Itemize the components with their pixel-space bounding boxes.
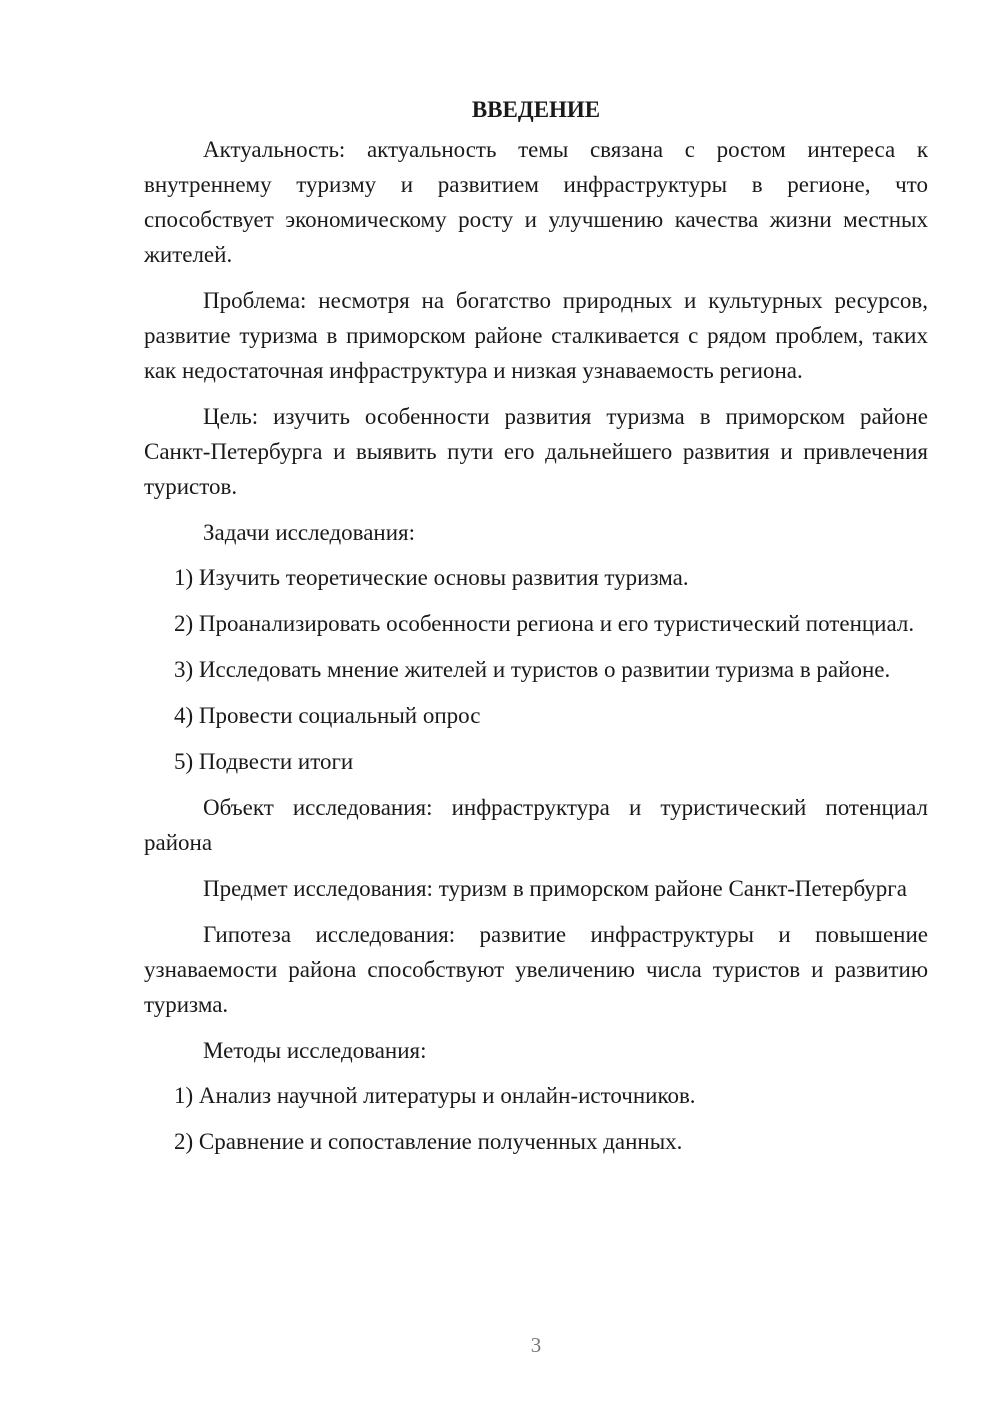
- hypothesis-paragraph: Гипотеза исследования: развитие инфраструктуры и повышение узнаваемости района способствуют увеличению числа туристов и развитию туризма.: [144, 922, 928, 1017]
- document-page: [144, 92, 928, 1170]
- tasks-heading: Задачи исследования:: [203, 520, 416, 545]
- task-item: 3) Исследовать мнение жителей и туристов о развитии туризма в районе.: [174, 657, 891, 682]
- goal-paragraph: Цель: изучить особенности развития туризма в приморском районе Санкт-Петербурга и выявить пути его дальнейшего развития и привлечения туристов.: [144, 404, 928, 499]
- object-paragraph: Объект исследования: инфраструктура и туристический потенциал района: [144, 795, 928, 855]
- method-item: 1) Анализ научной литературы и онлайн-источников.: [174, 1083, 696, 1108]
- problem-paragraph: Проблема: несмотря на богатство природных и культурных ресурсов, развитие туризма в приморском районе сталкивается с рядом проблем, таких как недостаточная инфраструктура и низкая узнаваемость региона.: [144, 288, 928, 383]
- task-item: 1) Изучить теоретические основы развития туризма.: [174, 565, 689, 590]
- methods-heading: Методы исследования:: [203, 1038, 427, 1063]
- task-item: 4) Провести социальный опрос: [174, 703, 481, 728]
- page-number: 3: [530, 1333, 542, 1357]
- task-item: 2) Проанализировать особенности региона и его туристический потенциал.: [174, 611, 915, 636]
- subject-paragraph: Предмет исследования: туризм в приморском районе Санкт-Петербурга: [203, 876, 907, 901]
- method-item: 2) Сравнение и сопоставление полученных данных.: [174, 1129, 683, 1154]
- section-title: ВВЕДЕНИЕ: [471, 97, 601, 122]
- relevance-paragraph: Актуальность: актуальность темы связана с ростом интереса к внутреннему туризму и развитием инфраструктуры в регионе, что способствует экономическому росту и улучшению качества жизни местных жителей.: [144, 137, 928, 267]
- task-item: 5) Подвести итоги: [174, 749, 354, 774]
